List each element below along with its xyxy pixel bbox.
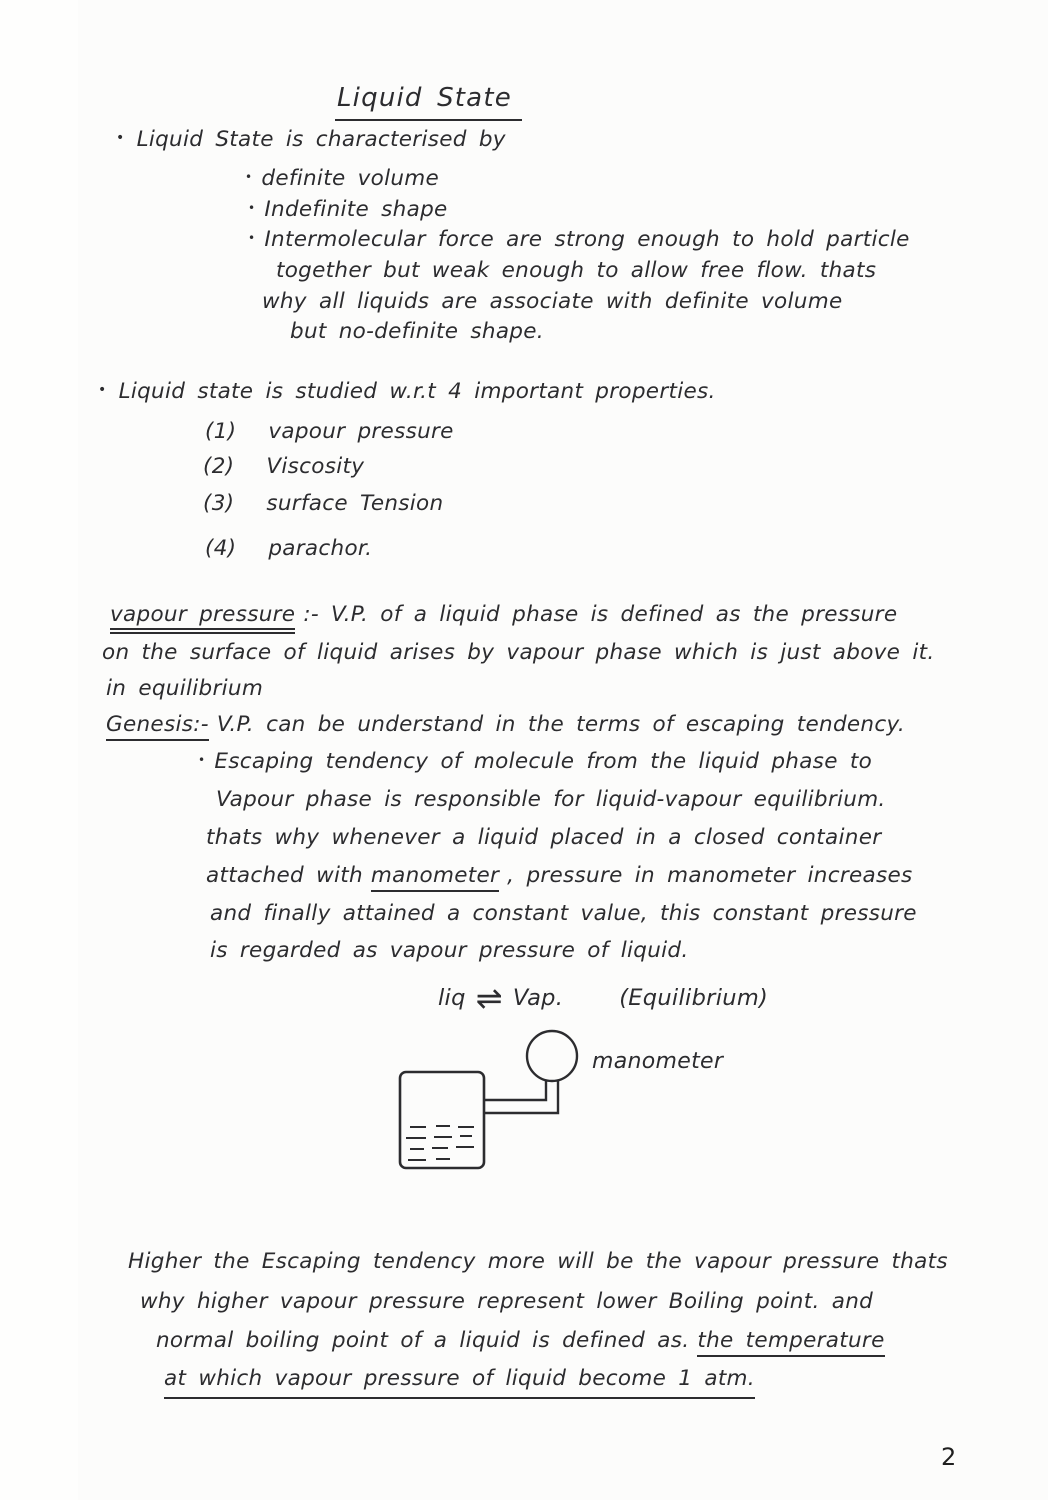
- diagram-label: manometer: [592, 1049, 724, 1074]
- characteristic-continuation: together but weak enough to allow free flow. thats: [276, 258, 877, 283]
- genesis-text: V.P. can be understand in the terms of escaping tendency.: [216, 712, 905, 737]
- manometer-term: manometer: [371, 863, 499, 892]
- characteristic-item: [245, 166, 439, 193]
- list-item-number: (3): [203, 491, 235, 516]
- definition-term: vapour pressure: [110, 602, 295, 634]
- definition-continuation: on the surface of liquid arises by vapour phase which is just above it.: [102, 640, 935, 665]
- liquid-level-shape: [406, 1126, 474, 1160]
- escaping-text: attached with: [206, 863, 363, 888]
- characteristic-label: definite volume: [261, 166, 440, 191]
- boiling-definition-row: [156, 1328, 885, 1355]
- properties-intro: Liquid state is studied w.r.t 4 important properties.: [118, 379, 716, 404]
- property-label: vapour pressure: [268, 419, 454, 444]
- escaping-text: and finally attained a constant value, this constant pressure: [210, 901, 917, 926]
- boiling-underlined-line: at which vapour pressure of liquid become 1 atm.: [164, 1366, 755, 1399]
- bullet-marker: •: [248, 231, 256, 245]
- vapour-pressure-definition: [110, 602, 897, 629]
- bullet-marker: •: [116, 130, 125, 146]
- characteristic-label: Intermolecular force are strong enough to hold particle: [264, 227, 910, 252]
- properties-intro-row: [98, 379, 716, 406]
- escaping-row: [198, 749, 872, 776]
- property-label: surface Tension: [266, 491, 444, 516]
- escaping-text: thats why whenever a liquid placed in a closed container: [206, 825, 882, 850]
- definition-text: :- V.P. of a liquid phase is defined as the pressure: [303, 602, 898, 627]
- connecting-tube-shape: [484, 1080, 546, 1100]
- property-row: [205, 419, 454, 446]
- list-item-number: (4): [205, 536, 237, 561]
- equation-right: Vap.: [512, 985, 564, 1011]
- property-row: [203, 454, 364, 481]
- list-item-number: (2): [203, 454, 235, 479]
- escaping-text: , pressure in manometer increases: [507, 863, 913, 888]
- equilibrium-arrows-icon: ⇌: [475, 979, 503, 1017]
- characteristic-continuation: but no-definite shape.: [290, 319, 544, 344]
- bullet-marker: •: [245, 170, 253, 184]
- property-row: [203, 491, 443, 518]
- list-item-number: (1): [205, 419, 237, 444]
- characteristics-intro-row: [116, 127, 506, 154]
- escaping-text: Vapour phase is responsible for liquid-vapour equilibrium.: [216, 787, 886, 812]
- property-label: parachor.: [268, 536, 373, 561]
- equation-note: (Equilibrium): [619, 985, 769, 1011]
- page-title: Liquid State: [335, 82, 522, 121]
- manometer-bulb-shape: [527, 1031, 577, 1081]
- equilibrium-equation: [438, 978, 768, 1018]
- genesis-term: Genesis:-: [106, 712, 209, 741]
- property-row: [205, 536, 372, 563]
- genesis-row: [106, 712, 905, 739]
- manometer-diagram: [386, 1028, 606, 1180]
- escaping-text: is regarded as vapour pressure of liquid.: [210, 938, 689, 963]
- boiling-text: why higher vapour pressure represent lower Boiling point. and: [140, 1289, 874, 1314]
- characteristic-label: Indefinite shape: [264, 197, 448, 222]
- characteristic-item: [248, 197, 448, 224]
- boiling-term: the temperature: [697, 1328, 884, 1357]
- escaping-text: Escaping tendency of molecule from the liquid phase to: [214, 749, 873, 774]
- equation-left: liq: [438, 985, 466, 1011]
- characteristics-intro: Liquid State is characterised by: [136, 127, 506, 152]
- definition-continuation: in equilibrium: [106, 676, 264, 701]
- closed-container-shape: [400, 1072, 484, 1168]
- characteristic-item: [248, 227, 910, 254]
- escaping-manometer-row: [206, 863, 913, 890]
- page-number: 2: [941, 1443, 957, 1471]
- property-label: Viscosity: [266, 454, 365, 479]
- boiling-text: normal boiling point of a liquid is defined as.: [156, 1328, 690, 1353]
- characteristic-continuation: why all liquids are associate with definite volume: [262, 289, 843, 314]
- boiling-text: Higher the Escaping tendency more will be the vapour pressure thats: [128, 1249, 948, 1274]
- bullet-marker: •: [98, 382, 107, 398]
- bullet-marker: •: [198, 753, 206, 767]
- bullet-marker: •: [248, 201, 256, 215]
